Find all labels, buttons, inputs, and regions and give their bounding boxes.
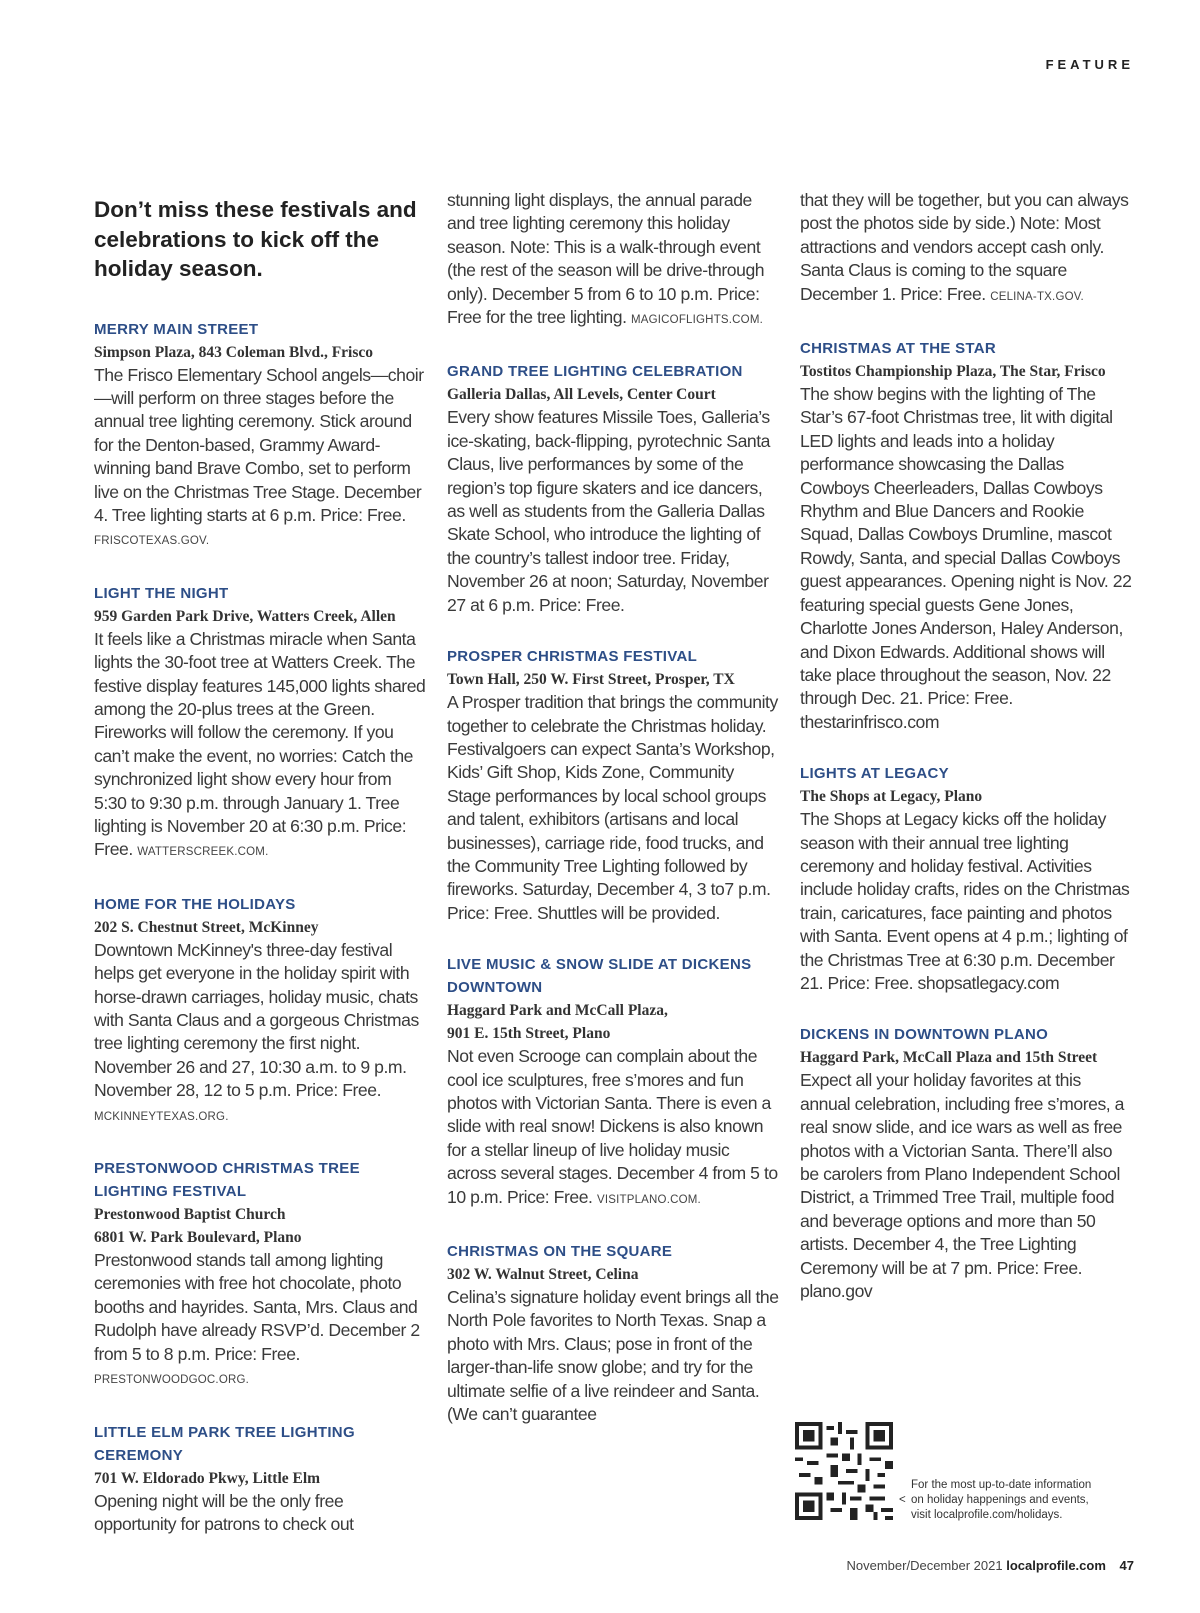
event-listing: [94, 1157, 427, 1392]
event-listing: [800, 762, 1133, 995]
event-listing: [94, 893, 427, 1129]
event-description: The show begins with the lighting of The Star’s 67-foot Christmas tree, lit with digital LED lights and leads into a holiday performance showcasing the Dallas Cowboys Cheerleaders, Dallas Cowboys Rhythm and Blue Dancers and Rookie Squad, Dallas Cowboys Drumline, mascot Rowdy, Santa, and special Dallas Cowboys guest appearances. Opening night is Nov. 22 featuring special guests Gene Jones, Charlotte Jones Anderson, Haley Anderson, and Dixon Edwards. Additional shows will take place throughout the season, Nov. 22 through Dec. 21. Price: Free. thestarinfrisco.com: [800, 384, 1132, 732]
issue-date: November/December 2021: [846, 1558, 1003, 1573]
event-title: LIVE MUSIC & SNOW SLIDE AT DICKENS DOWNTOWN: [447, 956, 752, 997]
continued-text: stunning light displays, the annual parade and tree lighting ceremony this holiday season. Note: This is a walk-through event (the rest of the season will be drive-through only). December 5 from 6 to 10 p.m. Price: Free for the tree lighting. MAGICOFLIGHTS.COM.: [447, 190, 765, 328]
qr-code-icon[interactable]: [795, 1422, 893, 1520]
event-location: Tostitos Championship Plaza, The Star, Frisco: [800, 363, 1106, 381]
event-description: Celina’s signature holiday event brings all the North Pole favorites to North Texas. Snap a photo with Mrs. Claus; pose in front of the larger-than-life snow globe; and try for the ultimate selfie of a live reindeer and Santa. (We can’t guarantee: [447, 1287, 779, 1425]
event-description: A Prosper tradition that brings the community together to celebrate the Christmas holiday. Festivalgoers can expect Santa’s Workshop, Kids’ Gift Shop, Kids Zone, Community Stage performances by local school groups and talent, exhibitors (artisans and local businesses), carriage ride, food trucks, and the Community Tree Lighting followed by fireworks. Saturday, December 4, 3 to7 p.m. Price: Free. Shuttles will be provided.: [447, 692, 778, 923]
event-title: LITTLE ELM PARK TREE LIGHTING CEREMONY: [94, 1423, 355, 1464]
event-location: Haggard Park, McCall Plaza and 15th Street: [800, 1049, 1098, 1067]
event-description: Opening night will be the only free opportunity for patrons to check out: [94, 1490, 354, 1534]
event-listing: [447, 645, 780, 925]
event-listing: [800, 337, 1133, 734]
event-title: MERRY MAIN STREET: [94, 320, 259, 338]
event-url: PRESTONWOODGOC.ORG.: [94, 1374, 250, 1387]
event-url: MAGICOFLIGHTS.COM.: [630, 314, 764, 327]
arrow-left-icon: <: [899, 1494, 906, 1506]
column-1: [94, 189, 427, 1564]
intro-heading: Don’t miss these festivals and celebrations to kick off the holiday season.: [94, 197, 417, 281]
event-location: 6801 W. Park Boulevard, Plano: [94, 1229, 302, 1247]
continued-text: that they will be together, but you can always post the photos side by side.) Note: Most attractions and vendors accept cash only. Santa Claus is coming to the square December 1. Price: Free. CELINA-TX.GOV.: [800, 190, 1129, 304]
event-location: 901 E. 15th Street, Plano: [447, 1025, 611, 1043]
event-location: Town Hall, 250 W. First Street, Prosper, TX: [447, 671, 735, 689]
event-listing: [800, 1023, 1133, 1303]
page-footer: [847, 1558, 1135, 1573]
event-description: Downtown McKinney's three-day festival helps get everyone in the holiday spirit with horse-drawn carriages, holiday music, chats with Santa Claus and a gorgeous Christmas tree lighting ceremony the first night. November 26 and 27, 10:30 a.m. to 9 p.m. November 28, 12 to 5 p.m. Price: Free. MCKINNEYTEXAS.ORG.: [94, 939, 419, 1123]
column-2: [447, 189, 780, 1454]
event-title: HOME FOR THE HOLIDAYS: [94, 895, 296, 913]
event-title: CHRISTMAS ON THE SQUARE: [447, 1243, 673, 1260]
event-description: Not even Scrooge can complain about the cool ice sculptures, free s’mores and fun photos with Victorian Santa. There is even a slide with real snow! Dickens is also known for a stellar lineup of live holiday music across several stages. December 4 from 5 to 10 p.m. Price: Free. VISITPLANO.COM.: [447, 1046, 778, 1207]
event-description: Expect all your holiday favorites at this annual celebration, including free s’mores, a real snow slide, and ice wars as well as free photos with a Victorian Santa. There’ll also be carolers from Plano Independent School District, a Trimmed Tree Trail, multiple food and beverage options and more than 50 artists. December 4, the Tree Lighting Ceremony will be at 7 pm. Price: Free. plano.gov: [800, 1070, 1125, 1302]
event-title: LIGHT THE NIGHT: [94, 584, 229, 602]
event-description: Prestonwood stands tall among lighting ceremonies with free hot chocolate, photo booths and hayrides. Santa, Mrs. Claus and Rudolph have already RSVP’d. December 2 from 5 to 8 p.m. Price: Free. PRESTONWOODGOC.ORG.: [94, 1250, 420, 1387]
event-location: 959 Garden Park Drive, Watters Creek, Allen: [94, 607, 396, 625]
event-listing: [447, 1240, 780, 1426]
event-location: The Shops at Legacy, Plano: [800, 788, 983, 806]
event-description: Every show features Missile Toes, Galleria’s ice-skating, back-flipping, pyrotechnic Santa Claus, live performances by some of the region’s top figure skaters and ice dancers, as well as students from the Galleria Dallas Skate School, who introduce the lighting of the country’s tallest indoor tree. Friday, November 26 at noon; Saturday, November 27 at 6 p.m. Price: Free.: [447, 407, 771, 615]
event-listing: [94, 318, 427, 554]
event-title: LIGHTS AT LEGACY: [800, 765, 949, 783]
event-listing: [94, 1421, 427, 1537]
event-title: GRAND TREE LIGHTING CELEBRATION: [447, 363, 743, 381]
event-location: 701 W. Eldorado Pkwy, Little Elm: [94, 1469, 321, 1487]
event-location: 202 S. Chestnut Street, McKinney: [94, 918, 319, 936]
qr-note: For the most up-to-date information < on holiday happenings and events, visit localprofile.com/holidays.: [899, 1479, 1092, 1521]
event-location: Haggard Park and McCall Plaza,: [447, 1002, 668, 1020]
event-location: 302 W. Walnut Street, Celina: [447, 1266, 639, 1283]
site-link[interactable]: localprofile.com: [1006, 1558, 1106, 1573]
event-url: CELINA-TX.GOV.: [990, 290, 1084, 303]
event-title: PRESTONWOOD CHRISTMAS TREE LIGHTING FESTIVAL: [94, 1160, 360, 1201]
event-description: The Shops at Legacy kicks off the holiday season with their annual tree lighting ceremony and holiday festival. Activities include holiday crafts, rides on the Christmas train, caricatures, face painting and photos with Santa. Event opens at 4 p.m.; lighting of the Christmas Tree at 6:30 p.m. December 21. Price: Free. shopsatlegacy.com: [800, 809, 1130, 993]
page-number: 47: [1119, 1558, 1134, 1573]
event-location: Galleria Dallas, All Levels, Center Court: [447, 386, 716, 404]
qr-callout: [795, 1422, 1135, 1522]
event-listing: [447, 953, 780, 1212]
column-3: [800, 189, 1133, 1331]
event-description: The Frisco Elementary School angels—choir—will perform on three stages before the annual tree lighting ceremony. Stick around for the Denton-based, Grammy Award-winning band Brave Combo, set to perform live on the Christmas Tree Stage. December 4. Tree lighting starts at 6 p.m. Price: Free. FRISCOTEXAS.GOV.: [94, 364, 424, 548]
event-listing: [447, 360, 780, 617]
event-title: CHRISTMAS AT THE STAR: [800, 340, 997, 358]
event-url: WATTERSCREEK.COM.: [137, 846, 269, 859]
event-title: PROSPER CHRISTMAS FESTIVAL: [447, 648, 698, 666]
event-url: VISITPLANO.COM.: [596, 1193, 701, 1206]
event-listing: [94, 582, 427, 865]
event-url: MCKINNEYTEXAS.ORG.: [94, 1110, 229, 1123]
event-url: FRISCOTEXAS.GOV.: [94, 535, 210, 548]
section-label: FEATURE: [1045, 57, 1134, 72]
event-description: It feels like a Christmas miracle when Santa lights the 30-foot tree at Watters Creek. The festive display features 145,000 lights shared among the 20-plus trees at the Green. Fireworks will follow the ceremony. If you can’t make the event, no worries: Catch the synchronized light show every hour from 5:30 to 9:30 p.m. through January 1. Tree lighting is November 20 at 6:30 p.m. Price: Free. WATTERSCREEK.COM.: [94, 628, 426, 860]
event-location: Simpson Plaza, 843 Coleman Blvd., Frisco: [94, 343, 374, 361]
event-title: DICKENS IN DOWNTOWN PLANO: [800, 1026, 1049, 1044]
event-location: Prestonwood Baptist Church: [94, 1206, 286, 1224]
